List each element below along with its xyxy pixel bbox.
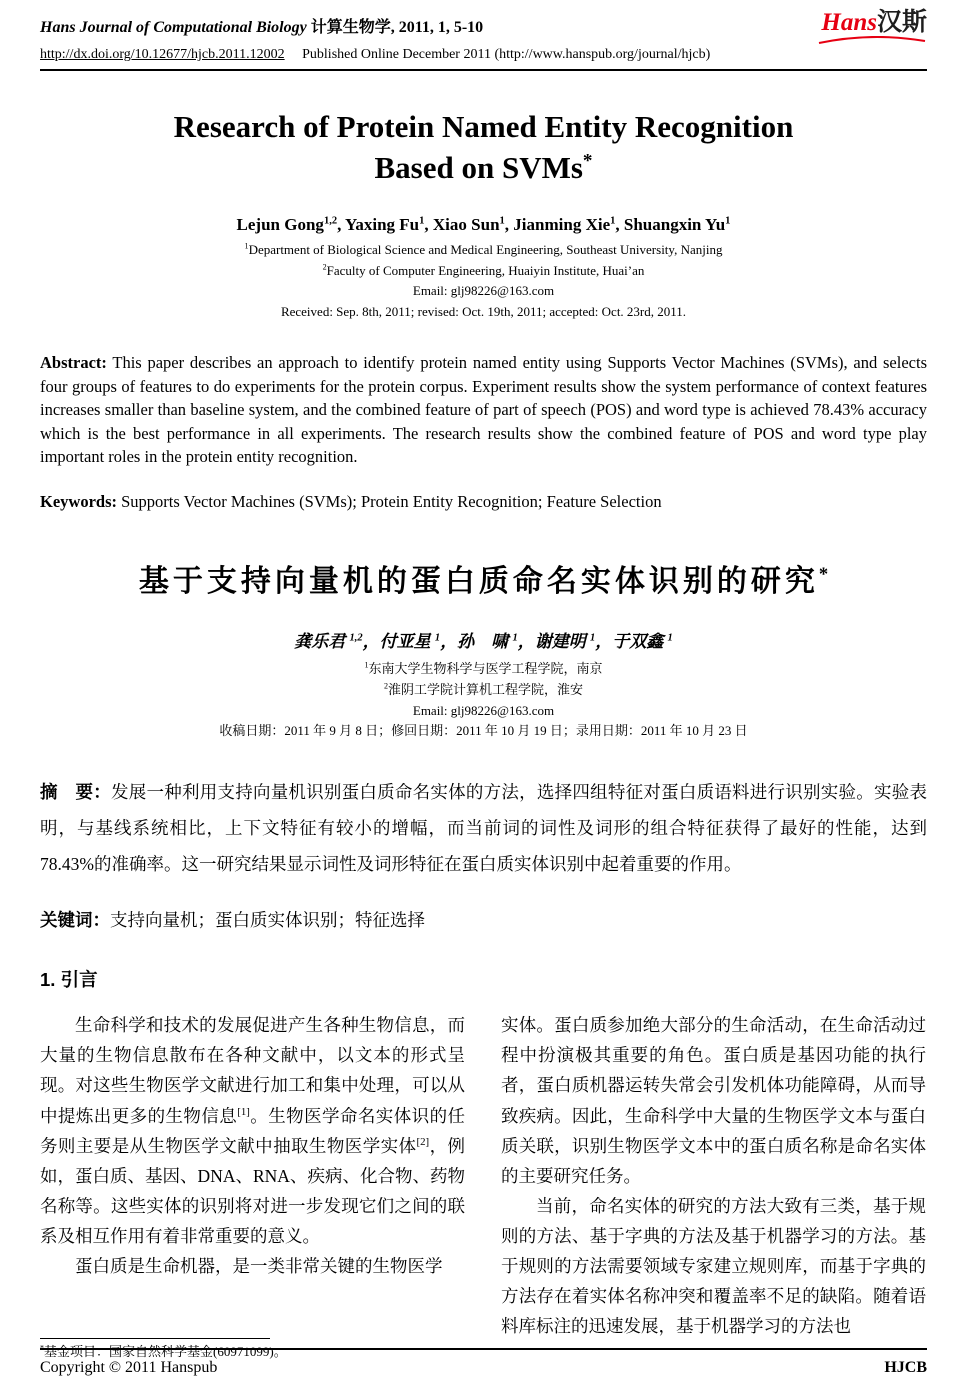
- paper-title-cn: [40, 556, 927, 600]
- journal-header: [40, 10, 927, 44]
- abstract-en: Abstract: This paper describes an approach to identify protein named entity using Supports Vector Machines (SVMs), and selects four groups of features to do experiments for the protein corpus. Experiment results show the system performance of context features increases smaller than baseline system, and the combined feature of part of speech (POS) and word type is achieved 78.43% accuracy which is the best performance in all experiments. The research results show the combined feature of POS and word type play important roles in the protein entity recognition.: [40, 353, 927, 467]
- dates-line-cn: 收稿日期：2011 年 9 月 8 日；修回日期：2011 年 10 月 19 日；录用日期：2011 年 10 月 23 日: [219, 723, 748, 739]
- affiliations-en: [40, 240, 927, 323]
- authors-cn: 龚乐君 $^{1,2}$，付亚星 $^1$，孙 啸 $^1$，谢建明 $^1$，于双鑫 $^1$: [294, 631, 673, 651]
- title-cn-text: 基于支持向量机的蛋白质命名实体识别的研究: [138, 564, 819, 598]
- journal-title-en: Hans Journal of Computational Biology: [40, 19, 307, 36]
- intro-paragraph-3: 实体。蛋白质参加绝大部分的生命活动，在生命活动过程中扮演极其重要的角色。蛋白质是基因功能的执行者，蛋白质机器运转失常会引发机体功能障碍，从而导致疾病。因此，生命科学中大量的生物医学文本与蛋白质关联，识别生物医学文本中的蛋白质名称是命名实体的主要研究任务。: [501, 1015, 926, 1186]
- paper-title-en: [40, 107, 927, 189]
- title-line-1: Research of Protein Named Entity Recognition: [173, 109, 794, 144]
- journal-title-line: [40, 10, 483, 37]
- abstract-cn: 摘 要：发展一种利用支持向量机识别蛋白质命名实体的方法，选择四组特征对蛋白质语料进行识别实验。实验表明，与基线系统相比，上下文特征有较小的增幅，而当前词的词性及词形的组合特征获得了最好的性能，达到 78.43%的准确率。这一研究结果显示词性及词形特征在蛋白质实体识别中起着重要的作用。: [40, 782, 928, 874]
- received-line: Received: Sep. 8th, 2011; revised: Oct. 19th, 2011; accepted: Oct. 23rd, 2011.: [280, 304, 687, 320]
- keywords-cn: 关键词：支持向量机；蛋白质实体识别；特征选择: [40, 909, 425, 930]
- publication-info-line: [40, 47, 927, 63]
- funding-footnote: *基金项目：国家自然科学基金(60971099)。: [40, 1344, 287, 1360]
- affiliation-1-cn: $^1$东南大学生物科学与医学工程学院，南京: [364, 660, 603, 676]
- title-asterisk: *: [582, 150, 593, 172]
- affiliation-2-en: $^2$Faculty of Computer Engineering, Huaiyin Institute, Huai’an: [322, 262, 645, 278]
- copyright-text: Copyright © 2011 Hanspub: [40, 1359, 218, 1376]
- intro-paragraph-4: 当前，命名实体的研究的方法大致有三类，基于规则的方法、基于字典的方法及基于机器学习的方法。基于规则的方法需要领域专家建立规则库，而基于字典的方法存在着实体名称冲突和覆盖率不足的缺陷。随着语料库标注的迅速发展，基于机器学习的方法也: [501, 1195, 926, 1337]
- title-cn-asterisk: *: [818, 563, 829, 585]
- intro-paragraph-1: 生命科学和技术的发展促进产生各种生物信息，而大量的生物信息散布在各种文献中，以文本的形式呈现。对这些生物医学文献进行加工和集中处理，可以从中提炼出更多的生物信息[1]。生物医学命名实体识的任务则主要是从生物医学文献中抽取生物医学实体[2]，例如，蛋白质、基因、DNA、RNA、疾病、化合物、药物名称等。这些实体的识别将对进一步发现它们之间的联系及相互作用有着非常重要的意义。: [40, 1015, 466, 1246]
- page-footer: [40, 1348, 927, 1377]
- hanspub-logo: [817, 10, 927, 44]
- affiliation-1-en: $^1$Department of Biological Science and Medical Engineering, Southeast University, Nanjing: [244, 241, 723, 257]
- section-1-heading: 1. 引言: [40, 968, 98, 990]
- email-line-cn: Email: glj98226@163.com: [412, 702, 555, 718]
- title-line-2: Based on SVMs: [374, 149, 583, 185]
- email-line-en: Email: glj98226@163.com: [412, 283, 555, 299]
- logo-hans-text: Hans: [821, 9, 877, 36]
- left-column: [40, 1010, 465, 1362]
- authors-en: Lejun Gong$^{1,2}$, Yaxing Fu$^1$, Xiao Sun$^1$, Jianming Xie$^1$, Shuangxin Yu$^1$: [236, 214, 731, 234]
- doi-link[interactable]: http://dx.doi.org/10.12677/hjcb.2011.12002: [40, 47, 285, 62]
- header-divider: [40, 69, 927, 71]
- keywords-en: Keywords: Supports Vector Machines (SVMs); Protein Entity Recognition; Feature Selection: [40, 491, 662, 511]
- logo-cn-text: 汉斯: [876, 9, 927, 36]
- affiliations-cn: [40, 659, 927, 742]
- journal-abbr: HJCB: [884, 1359, 927, 1376]
- affiliation-2-cn: $^2$淮阴工学院计算机工程学院，淮安: [383, 681, 584, 697]
- footnote-divider: [40, 1338, 270, 1339]
- intro-paragraph-2: 蛋白质是生命机器，是一类非常关键的生物医学: [75, 1256, 443, 1277]
- published-online-text: Published Online December 2011 (http://www.hanspub.org/journal/hjcb): [302, 47, 711, 62]
- two-column-body: [40, 1010, 927, 1362]
- journal-info-cn: 计算生物学, 2011, 1, 5-10: [310, 19, 484, 36]
- right-column: [501, 1010, 926, 1362]
- logo-swoosh-icon: [817, 36, 927, 44]
